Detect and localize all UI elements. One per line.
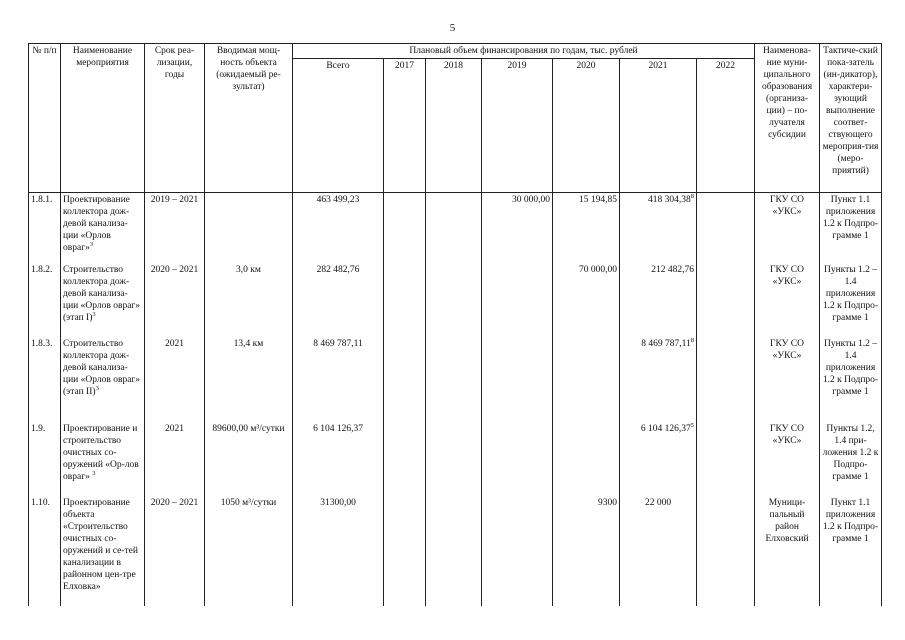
row-y2021 <box>620 337 697 422</box>
row-term: 2020 – 2021 <box>145 496 205 606</box>
row-recipient: Муници-пальный район Елховский <box>755 496 820 606</box>
row-name <box>61 337 145 422</box>
row-y2019 <box>482 263 553 337</box>
row-y2018 <box>426 263 482 337</box>
row-num: 1.8.3. <box>29 337 61 422</box>
header-year-2019: 2019 <box>482 59 553 193</box>
row-y2019 <box>482 496 553 606</box>
footnote-mark: 3 <box>95 384 99 392</box>
header-year-2022: 2022 <box>697 59 755 193</box>
row-y2021-value: 418 304,38 <box>648 195 691 205</box>
row-total: 8 469 787,11 <box>293 337 384 422</box>
footnote-mark: 3 <box>92 310 96 318</box>
row-y2021-value: 8 469 787,11 <box>641 338 691 349</box>
row-y2021 <box>620 422 697 496</box>
row-y2022 <box>697 193 755 263</box>
row-name <box>61 193 145 263</box>
row-name <box>61 422 145 496</box>
row-num: 1.8.2. <box>29 263 61 337</box>
funding-table <box>28 43 882 606</box>
row-total: 463 499,23 <box>293 193 384 263</box>
row-y2020: 15 194,85 <box>553 193 620 263</box>
row-capacity: 13,4 км <box>205 337 293 422</box>
row-capacity <box>205 193 293 263</box>
header-indicator: Тактиче-ский пока-затель (ин-дикатор), характери-зующий выполнение соответ-ствующего мероприя-тия (меро-приятий) <box>820 44 882 193</box>
row-total: 282 482,76 <box>293 263 384 337</box>
row-y2018 <box>426 337 482 422</box>
row-y2021-value: 212 482,76 <box>651 264 694 275</box>
row-term: 2021 <box>145 337 205 422</box>
row-term: 2021 <box>145 422 205 496</box>
row-num: 1.10. <box>29 496 61 606</box>
row-y2022 <box>697 337 755 422</box>
row-y2021-value: 6 104 126,37 <box>640 423 691 434</box>
row-y2019 <box>482 337 553 422</box>
footnote-mark: 5 <box>690 421 694 429</box>
page-number: 5 <box>449 22 456 34</box>
row-term: 2019 – 2021 <box>145 193 205 263</box>
row-y2017 <box>384 263 426 337</box>
table-row <box>29 422 882 496</box>
row-indicator: Пункт 1.1 приложения 1.2 к Подпро-грамме 1 <box>820 496 882 606</box>
header-num: № п/п <box>29 44 61 193</box>
table-row <box>29 263 882 337</box>
header-row-1 <box>29 44 882 59</box>
row-indicator: Пункты 1.2 – 1.4 приложения 1.2 к Подпро-грамме 1 <box>820 337 882 422</box>
row-name <box>61 263 145 337</box>
header-capacity: Вводимая мощ-ность объекта (ожидаемый ре-зультат) <box>205 44 293 193</box>
header-year-2018: 2018 <box>426 59 482 193</box>
header-term: Срок реа-лизации, годы <box>145 44 205 193</box>
row-y2018 <box>426 193 482 263</box>
row-indicator: Пункт 1.1 приложения 1.2 к Подпро-грамме 1 <box>820 193 882 263</box>
footnote-mark: 3 <box>89 240 94 248</box>
header-funding-group: Плановый объем финансирования по годам, тыс. рублей <box>293 44 755 59</box>
row-indicator: Пункты 1.2 – 1.4 приложения 1.2 к Подпро-грамме 1 <box>820 263 882 337</box>
table-row <box>29 337 882 422</box>
footnote-mark: 3 <box>92 469 96 477</box>
footnote-mark: 8 <box>690 336 694 344</box>
row-capacity: 89600,00 м³/сутки <box>205 422 293 496</box>
row-total: 31300,00 <box>293 496 384 606</box>
row-recipient: ГКУ СО «УКС» <box>755 263 820 337</box>
row-y2020 <box>553 422 620 496</box>
row-recipient: ГКУ СО «УКС» <box>755 337 820 422</box>
row-y2021 <box>620 496 697 606</box>
row-y2018 <box>426 422 482 496</box>
row-y2022 <box>697 263 755 337</box>
header-name: Наименование мероприятия <box>61 44 145 193</box>
row-y2017 <box>384 193 426 263</box>
header-total: Всего <box>293 59 384 193</box>
row-recipient: ГКУ СО «УКС» <box>755 422 820 496</box>
row-name <box>61 496 145 606</box>
row-y2020: 9300 <box>553 496 620 606</box>
row-y2018 <box>426 496 482 606</box>
footnote-mark: 8 <box>690 192 694 200</box>
row-y2019 <box>482 422 553 496</box>
row-y2021-value: 22 000 <box>644 497 672 508</box>
row-name-text: Строительство коллектора дож-девой канализа-ции «Орлов овраг» (этап I) <box>63 264 141 323</box>
row-y2019: 30 000,00 <box>482 193 553 263</box>
row-y2020: 70 000,00 <box>553 263 620 337</box>
row-capacity: 1050 м³/сутки <box>205 496 293 606</box>
row-term: 2020 – 2021 <box>145 263 205 337</box>
row-total: 6 104 126,37 <box>293 422 384 496</box>
header-year-2017: 2017 <box>384 59 426 193</box>
header-recipient: Наименова-ние муни-ципального образования (организа-ции) – по-лучателя субсидии <box>755 44 820 193</box>
row-y2021 <box>620 263 697 337</box>
row-indicator: Пункты 1.2, 1.4 при-ложения 1.2 к Подпро-грамме 1 <box>820 422 882 496</box>
row-name-text: Строительство коллектора дож-девой канализа-ции «Орлов овраг» (этап II) <box>63 338 141 397</box>
row-y2017 <box>384 422 426 496</box>
row-name-text: Проектирование объекта «Строительство очистных со-оружений и се-тей канализации в районном цен-тре Елховка» <box>63 497 138 592</box>
row-y2017 <box>384 496 426 606</box>
row-name-text: Проектирование коллектора дож-девой канализа-ции «Орлов овраг» <box>63 195 130 253</box>
header-year-2021: 2021 <box>620 59 697 193</box>
row-recipient: ГКУ СО «УКС» <box>755 193 820 263</box>
header-year-2020: 2020 <box>553 59 620 193</box>
row-num: 1.8.1. <box>29 193 61 263</box>
row-name-text: Проектирование и строительство очистных со-оружений «Ор-лов овраг» <box>63 423 139 482</box>
row-y2022 <box>697 496 755 606</box>
row-y2021 <box>620 193 697 263</box>
row-y2022 <box>697 422 755 496</box>
row-capacity: 3,0 км <box>205 263 293 337</box>
row-num: 1.9. <box>29 422 61 496</box>
table-row <box>29 496 882 606</box>
row-y2020 <box>553 337 620 422</box>
row-y2017 <box>384 337 426 422</box>
table-row <box>29 193 882 263</box>
